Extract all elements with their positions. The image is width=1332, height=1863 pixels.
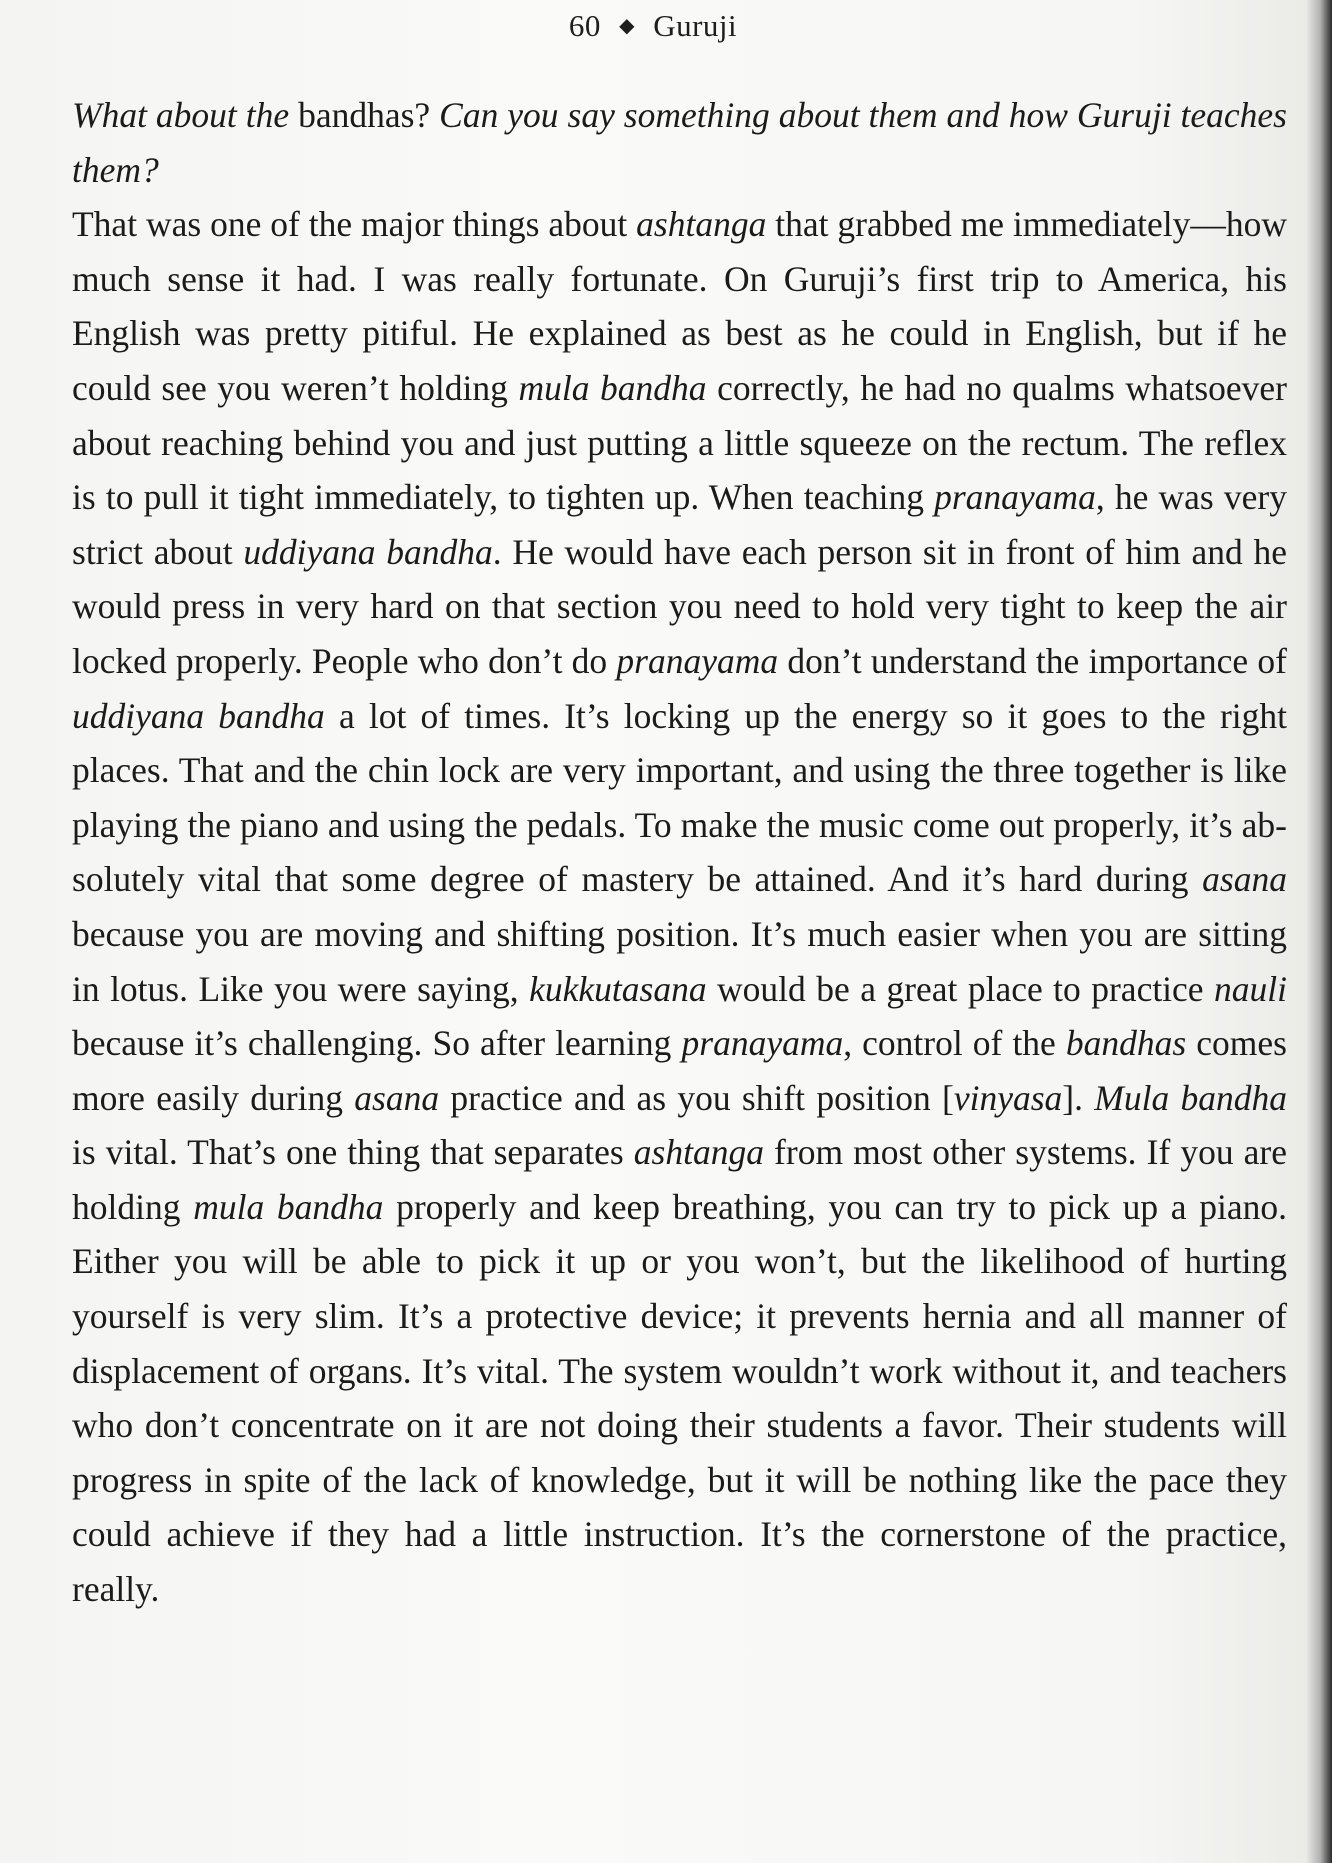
- text-run: that grabbed me immediately—how much sense it had. I was really fortunate. On Guruji’s first trip to America, his English was pretty pitiful. He explained as best as he could in English, but if he could see you weren’t holding: [72, 204, 1287, 408]
- italic-text-run: vinyasa: [953, 1077, 1063, 1118]
- book-spine-shadow: [1306, 0, 1332, 1863]
- text-run: is vital. That’s one thing that separates: [72, 1132, 634, 1173]
- italic-text-run: Mula bandha: [1094, 1077, 1287, 1118]
- text-run: from most other systems. If you are holding: [72, 1132, 1287, 1227]
- italic-text-run: ashtanga: [636, 204, 767, 245]
- diamond-separator-icon: ◆: [619, 15, 635, 37]
- italic-text-run: mula bandha: [193, 1186, 384, 1227]
- text-run: practice and as you shift position [: [439, 1077, 954, 1118]
- italic-text-run: uddiyana bandha: [72, 695, 325, 736]
- text-run: bandhas?: [289, 95, 440, 135]
- text-run: don’t understand the importance of: [778, 640, 1287, 681]
- italic-text-run: pranayama: [934, 477, 1096, 518]
- question-paragraph: [72, 88, 1287, 197]
- italic-text-run: What about the: [72, 95, 290, 135]
- body-text: [72, 88, 1287, 1617]
- italic-text-run: uddiyana bandha: [243, 531, 493, 572]
- italic-text-run: nauli: [1214, 968, 1288, 1009]
- italic-text-run: asana: [354, 1077, 440, 1118]
- text-run: That was one of the major things about: [72, 204, 637, 245]
- text-run: , control of the: [843, 1023, 1066, 1064]
- text-run: would be a great place to practice: [706, 968, 1215, 1009]
- italic-text-run: kukkutasana: [529, 968, 707, 1009]
- italic-text-run: ashtanga: [633, 1132, 764, 1173]
- text-run: because you are moving and shifting position. It’s much easier when you are sitting in lotus. Like you were saying,: [72, 913, 1287, 1009]
- text-run: properly and keep breathing, you can try to pick up a piano. Either you will be able to pick it up or you won’t, but the likelihood of hurting yourself is very slim. It’s a protective device; it prevents hernia and all manner of displacement of organs. It’s vital. The system wouldn’t work without it, and teachers who don’t concentrate on it are not doing their students a favor. Their students will progress in spite of the lack of knowledge, but it will be nothing like the pace they could achieve if they had a little instruction. It’s the cornerstone of the practice, really.: [72, 1186, 1288, 1610]
- running-head: [0, 8, 1306, 44]
- answer-paragraph: [72, 197, 1287, 1616]
- italic-text-run: bandhas: [1065, 1023, 1187, 1064]
- italic-text-run: Can you say something about them and how Guruji teaches them?: [72, 95, 1287, 190]
- text-run: because it’s challenging. So after learning: [72, 1023, 682, 1064]
- page-number: 60: [568, 8, 601, 43]
- text-run: ].: [1062, 1077, 1095, 1118]
- text-run: . He would have each person sit in front of him and he would press in very hard on that section you need to hold very tight to keep the air locked properly. People who don’t do: [72, 531, 1287, 681]
- italic-text-run: mula bandha: [518, 367, 707, 408]
- text-run: a lot of times. It’s locking up the energy so it goes to the right places. That and the chin lock are very important, and using the three together is like playing the piano and using the pedals. To make the music come out properly, it’s absolutely vital that some degree of mastery be attained. And it’s hard during: [72, 695, 1287, 900]
- italic-text-run: pranayama: [681, 1023, 844, 1064]
- italic-text-run: asana: [1202, 859, 1287, 900]
- text-run: correctly, he had no qualms whatsoever about reaching behind you and just putting a little squeeze on the rectum. The reflex is to pull it tight immediately, to tighten up. When teaching: [72, 367, 1287, 518]
- italic-text-run: pranayama: [616, 640, 779, 681]
- text-run: comes more easily during: [72, 1023, 1287, 1118]
- text-run: , he was very strict about: [72, 477, 1287, 572]
- running-head-title: Guruji: [653, 8, 738, 43]
